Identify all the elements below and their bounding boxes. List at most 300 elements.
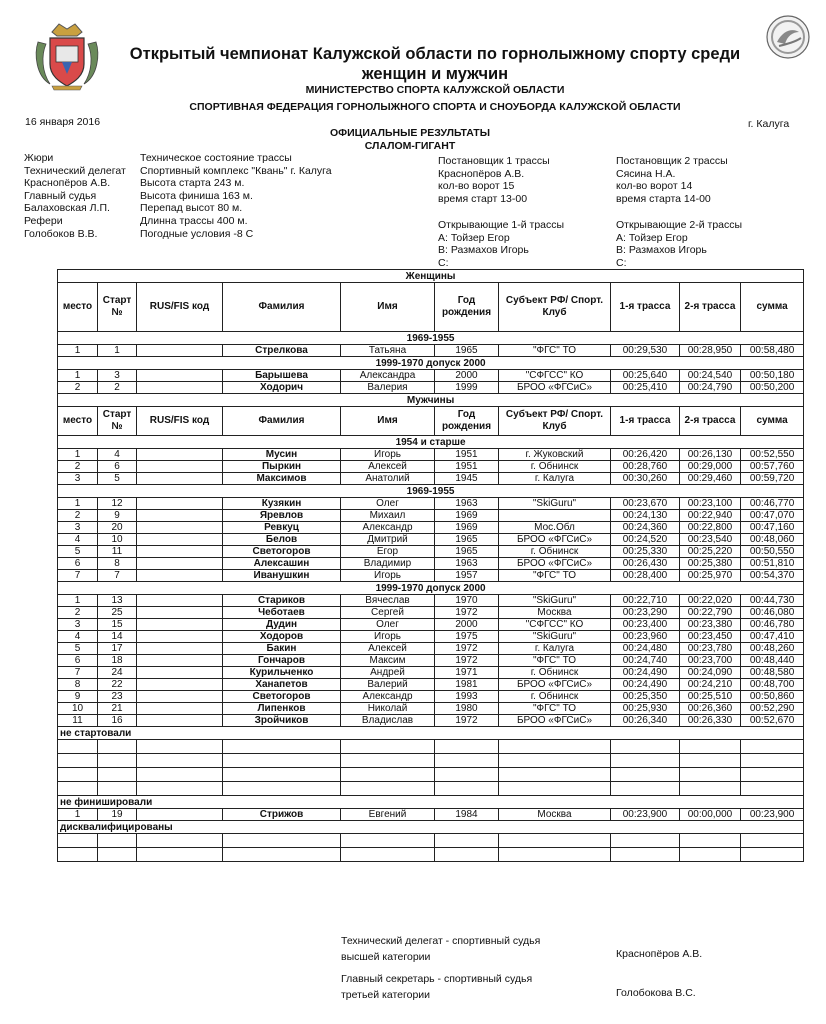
club-cell: г. Обнинск	[499, 461, 611, 473]
club-cell: БРОО «ФГСиС»	[499, 534, 611, 546]
column-header-start-number: Старт №	[98, 283, 137, 332]
birth-year-cell: 1972	[435, 643, 499, 655]
total-cell: 00:57,760	[741, 461, 804, 473]
total-cell: 00:47,070	[741, 510, 804, 522]
forerunner2-line: В: Размахов Игорь	[616, 244, 707, 257]
place-cell: 10	[58, 703, 98, 715]
empty-cell	[499, 848, 611, 862]
surname-cell: Барышева	[223, 370, 341, 382]
forerunners-1-block	[438, 219, 564, 269]
tech-delegate-category: высшей категории	[341, 951, 431, 963]
total-cell: 00:51,810	[741, 558, 804, 570]
run-2-cell: 00:26,360	[680, 703, 741, 715]
age-group-row-label: 1969-1955	[58, 485, 804, 498]
run-1-cell: 00:30,260	[611, 473, 680, 485]
birth-year-cell: 1972	[435, 715, 499, 727]
chief-secretary-title	[341, 971, 532, 1003]
surname-cell: Зройчиков	[223, 715, 341, 727]
empty-cell	[58, 740, 98, 754]
table-row	[58, 607, 804, 619]
column-header-total: сумма	[741, 407, 804, 436]
empty-row	[58, 848, 804, 862]
empty-cell	[341, 834, 435, 848]
run-2-cell: 00:22,940	[680, 510, 741, 522]
setter1-line: время старт 13-00	[438, 192, 528, 205]
page-title: Открытый чемпионат Калужской области по горнолыжному спорту среди женщин и мужчин	[129, 45, 741, 83]
did-not-finish-row-label: не финишировали	[58, 796, 804, 809]
start-number-cell: 19	[98, 809, 137, 821]
track-line: Высота финиша 163 м.	[140, 189, 253, 202]
surname-cell: Максимов	[223, 473, 341, 485]
empty-cell	[741, 768, 804, 782]
first-name-cell: Алексей	[341, 461, 435, 473]
fis-code-cell	[137, 570, 223, 582]
birth-year-cell: 1981	[435, 679, 499, 691]
club-cell: "SkiGuru"	[499, 595, 611, 607]
start-number-cell: 1	[98, 345, 137, 357]
age-group-row-label: 1999-1970 допуск 2000	[58, 357, 804, 370]
empty-cell	[58, 834, 98, 848]
first-name-cell: Олег	[341, 498, 435, 510]
empty-cell	[137, 848, 223, 862]
column-header-first-name: Имя	[341, 407, 435, 436]
track-line: Спортивный комплекс "Квань" г. Калуга	[140, 164, 332, 177]
birth-year-cell: 1965	[435, 345, 499, 357]
surname-cell: Ханапетов	[223, 679, 341, 691]
run-1-cell: 00:23,960	[611, 631, 680, 643]
run-2-cell: 00:23,700	[680, 655, 741, 667]
first-name-cell: Евгений	[341, 809, 435, 821]
first-name-cell: Николай	[341, 703, 435, 715]
first-name-cell: Владислав	[341, 715, 435, 727]
fis-code-cell	[137, 473, 223, 485]
total-cell: 00:48,580	[741, 667, 804, 679]
total-cell: 00:50,200	[741, 382, 804, 394]
run-2-cell: 00:22,020	[680, 595, 741, 607]
empty-cell	[223, 782, 341, 796]
table-row	[58, 715, 804, 727]
column-header-birth-year: Год рождения	[435, 407, 499, 436]
club-cell: "ФГС" ТО	[499, 703, 611, 715]
women-section-row	[58, 270, 804, 283]
forerunner1-line: С:	[438, 256, 449, 269]
club-cell: БРОО «ФГСиС»	[499, 679, 611, 691]
start-number-cell: 24	[98, 667, 137, 679]
fis-code-cell	[137, 461, 223, 473]
club-cell: Мос.Обл	[499, 522, 611, 534]
run-2-cell: 00:28,950	[680, 345, 741, 357]
place-cell: 1	[58, 809, 98, 821]
first-name-cell: Олег	[341, 619, 435, 631]
start-number-cell: 2	[98, 382, 137, 394]
forerunner2-line: А: Тойзер Егор	[616, 231, 688, 244]
total-cell: 00:48,440	[741, 655, 804, 667]
jury-block	[24, 152, 126, 240]
table-row	[58, 449, 804, 461]
fis-code-cell	[137, 703, 223, 715]
event-date: 16 января 2016	[25, 116, 101, 128]
run-1-cell: 00:29,530	[611, 345, 680, 357]
fis-code-cell	[137, 715, 223, 727]
table-row	[58, 522, 804, 534]
run-2-cell: 00:22,800	[680, 522, 741, 534]
place-cell: 4	[58, 631, 98, 643]
start-number-cell: 21	[98, 703, 137, 715]
tech-delegate-label: Технический делегат - спортивный судья	[341, 935, 541, 947]
run-2-cell: 00:24,090	[680, 667, 741, 679]
birth-year-cell: 1963	[435, 498, 499, 510]
jury-line: Краснопёров А.В.	[24, 177, 111, 190]
empty-cell	[611, 740, 680, 754]
club-cell: г. Обнинск	[499, 691, 611, 703]
column-header-club: Субъект РФ/ Спорт. Клуб	[499, 283, 611, 332]
empty-cell	[137, 740, 223, 754]
empty-cell	[499, 740, 611, 754]
club-cell: БРОО «ФГСиС»	[499, 382, 611, 394]
empty-cell	[499, 768, 611, 782]
empty-cell	[137, 754, 223, 768]
place-cell: 1	[58, 370, 98, 382]
run-1-cell: 00:26,420	[611, 449, 680, 461]
club-cell: "ФГС" ТО	[499, 570, 611, 582]
total-cell: 00:46,080	[741, 607, 804, 619]
first-name-cell: Татьяна	[341, 345, 435, 357]
empty-cell	[435, 768, 499, 782]
forerunner1-line: В: Размахов Игорь	[438, 244, 529, 257]
start-number-cell: 13	[98, 595, 137, 607]
run-1-cell: 00:24,490	[611, 667, 680, 679]
age-group-row	[58, 582, 804, 595]
run-2-cell: 00:23,450	[680, 631, 741, 643]
column-header-first-name: Имя	[341, 283, 435, 332]
tech-delegate-title	[341, 933, 540, 965]
run-2-cell: 00:24,210	[680, 679, 741, 691]
first-name-cell: Егор	[341, 546, 435, 558]
total-cell: 00:46,780	[741, 619, 804, 631]
fis-code-cell	[137, 382, 223, 394]
surname-cell: Стрелкова	[223, 345, 341, 357]
empty-cell	[223, 740, 341, 754]
birth-year-cell: 1970	[435, 595, 499, 607]
fis-code-cell	[137, 595, 223, 607]
surname-cell: Гончаров	[223, 655, 341, 667]
run-1-cell: 00:25,350	[611, 691, 680, 703]
run-1-cell: 00:23,900	[611, 809, 680, 821]
column-header-run-1: 1-я трасса	[611, 283, 680, 332]
empty-cell	[680, 768, 741, 782]
table-row	[58, 546, 804, 558]
empty-cell	[58, 754, 98, 768]
run-2-cell: 00:23,780	[680, 643, 741, 655]
empty-cell	[611, 768, 680, 782]
jury-line: Главный судья	[24, 189, 97, 202]
forerunners-2-block	[616, 219, 742, 269]
total-cell: 00:52,670	[741, 715, 804, 727]
jury-line: Балаховская Л.П.	[24, 202, 110, 215]
column-header-row	[58, 407, 804, 436]
club-cell: "СФГСС" КО	[499, 370, 611, 382]
run-2-cell: 00:29,000	[680, 461, 741, 473]
run-2-cell: 00:23,380	[680, 619, 741, 631]
did-not-finish-row	[58, 796, 804, 809]
surname-cell: Яревлов	[223, 510, 341, 522]
men-section-row-label: Мужчины	[58, 394, 804, 407]
run-1-cell: 00:26,430	[611, 558, 680, 570]
first-name-cell: Александр	[341, 522, 435, 534]
first-name-cell: Владимир	[341, 558, 435, 570]
birth-year-cell: 2000	[435, 370, 499, 382]
start-number-cell: 9	[98, 510, 137, 522]
start-number-cell: 3	[98, 370, 137, 382]
empty-cell	[611, 848, 680, 862]
birth-year-cell: 1965	[435, 534, 499, 546]
run-1-cell: 00:25,930	[611, 703, 680, 715]
birth-year-cell: 1993	[435, 691, 499, 703]
birth-year-cell: 1945	[435, 473, 499, 485]
first-name-cell: Игорь	[341, 631, 435, 643]
place-cell: 1	[58, 345, 98, 357]
ministry-heading: МИНИСТЕРСТВО СПОРТА КАЛУЖСКОЙ ОБЛАСТИ	[305, 84, 565, 96]
empty-cell	[137, 768, 223, 782]
table-row	[58, 703, 804, 715]
first-name-cell: Валерия	[341, 382, 435, 394]
place-cell: 1	[58, 498, 98, 510]
event-city: г. Калуга	[748, 118, 790, 130]
empty-cell	[223, 754, 341, 768]
forerunner1-line: А: Тойзер Егор	[438, 231, 510, 244]
fis-code-cell	[137, 449, 223, 461]
start-number-cell: 12	[98, 498, 137, 510]
start-number-cell: 6	[98, 461, 137, 473]
club-cell: Москва	[499, 809, 611, 821]
surname-cell: Иванушкин	[223, 570, 341, 582]
age-group-row-label: 1969-1955	[58, 332, 804, 345]
club-cell: Москва	[499, 607, 611, 619]
club-cell: г. Калуга	[499, 473, 611, 485]
club-cell	[499, 510, 611, 522]
empty-cell	[435, 848, 499, 862]
table-row	[58, 691, 804, 703]
start-number-cell: 16	[98, 715, 137, 727]
total-cell: 00:47,410	[741, 631, 804, 643]
disqualified-row	[58, 821, 804, 834]
run-1-cell: 00:24,520	[611, 534, 680, 546]
run-2-cell: 00:25,380	[680, 558, 741, 570]
empty-cell	[98, 834, 137, 848]
club-cell: "SkiGuru"	[499, 498, 611, 510]
empty-row	[58, 740, 804, 754]
first-name-cell: Александра	[341, 370, 435, 382]
table-row	[58, 382, 804, 394]
birth-year-cell: 1963	[435, 558, 499, 570]
column-header-surname: Фамилия	[223, 407, 341, 436]
first-name-cell: Вячеслав	[341, 595, 435, 607]
run-1-cell: 00:28,400	[611, 570, 680, 582]
run-2-cell: 00:26,130	[680, 449, 741, 461]
empty-cell	[341, 740, 435, 754]
surname-cell: Светогоров	[223, 546, 341, 558]
first-name-cell: Игорь	[341, 570, 435, 582]
run-2-cell: 00:00,000	[680, 809, 741, 821]
total-cell: 00:50,860	[741, 691, 804, 703]
federation-heading: СПОРТИВНАЯ ФЕДЕРАЦИЯ ГОРНОЛЫЖНОГО СПОРТА И СНОУБОРДА КАЛУЖСКОЙ ОБЛАСТИ	[189, 101, 681, 113]
total-cell: 00:44,730	[741, 595, 804, 607]
birth-year-cell: 1965	[435, 546, 499, 558]
column-header-row	[58, 283, 804, 332]
birth-year-cell: 1999	[435, 382, 499, 394]
track-line: Перепад высот 80 м.	[140, 202, 243, 215]
run-2-cell: 00:22,790	[680, 607, 741, 619]
start-number-cell: 25	[98, 607, 137, 619]
place-cell: 2	[58, 382, 98, 394]
empty-cell	[98, 768, 137, 782]
column-header-run-2: 2-я трасса	[680, 283, 741, 332]
run-2-cell: 00:23,100	[680, 498, 741, 510]
place-cell: 3	[58, 473, 98, 485]
empty-cell	[223, 848, 341, 862]
fis-code-cell	[137, 631, 223, 643]
run-1-cell: 00:25,640	[611, 370, 680, 382]
run-2-cell: 00:25,970	[680, 570, 741, 582]
empty-row	[58, 834, 804, 848]
total-cell: 00:48,060	[741, 534, 804, 546]
empty-cell	[741, 782, 804, 796]
federation-logo	[765, 14, 811, 60]
first-name-cell: Александр	[341, 691, 435, 703]
empty-cell	[223, 834, 341, 848]
empty-cell	[611, 782, 680, 796]
birth-year-cell: 1969	[435, 522, 499, 534]
club-cell: г. Обнинск	[499, 667, 611, 679]
club-cell: г. Жуковский	[499, 449, 611, 461]
age-group-row-label: 1999-1970 допуск 2000	[58, 582, 804, 595]
total-cell: 00:52,290	[741, 703, 804, 715]
forerunner2-line: Открывающие 2-й трассы	[616, 219, 743, 231]
place-cell: 3	[58, 619, 98, 631]
table-row	[58, 558, 804, 570]
table-row	[58, 534, 804, 546]
total-cell: 00:59,720	[741, 473, 804, 485]
run-1-cell: 00:25,330	[611, 546, 680, 558]
empty-cell	[499, 782, 611, 796]
surname-cell: Кузякин	[223, 498, 341, 510]
surname-cell: Чеботаев	[223, 607, 341, 619]
course-setter-1-block	[438, 155, 550, 205]
run-2-cell: 00:26,330	[680, 715, 741, 727]
table-row	[58, 595, 804, 607]
empty-cell	[680, 848, 741, 862]
track-line: Высота старта 243 м.	[140, 177, 245, 190]
empty-cell	[435, 740, 499, 754]
club-cell: БРОО «ФГСиС»	[499, 558, 611, 570]
column-header-total: сумма	[741, 283, 804, 332]
empty-cell	[680, 754, 741, 768]
surname-cell: Дудин	[223, 619, 341, 631]
start-number-cell: 22	[98, 679, 137, 691]
empty-cell	[98, 740, 137, 754]
empty-row	[58, 768, 804, 782]
table-row	[58, 510, 804, 522]
start-number-cell: 15	[98, 619, 137, 631]
empty-cell	[223, 768, 341, 782]
surname-cell: Бакин	[223, 643, 341, 655]
surname-cell: Курильченко	[223, 667, 341, 679]
track-line: Погодные условия -8 С	[140, 227, 254, 240]
start-number-cell: 10	[98, 534, 137, 546]
chief-secretary-name: Голобокова В.С.	[616, 987, 696, 999]
first-name-cell: Максим	[341, 655, 435, 667]
place-cell: 6	[58, 655, 98, 667]
empty-cell	[499, 754, 611, 768]
setter1-line: Постановщик 1 трассы	[438, 155, 550, 167]
run-1-cell: 00:24,130	[611, 510, 680, 522]
age-group-row-label: 1954 и старше	[58, 436, 804, 449]
run-1-cell: 00:28,760	[611, 461, 680, 473]
fis-code-cell	[137, 534, 223, 546]
place-cell: 4	[58, 534, 98, 546]
club-cell: г. Калуга	[499, 643, 611, 655]
run-2-cell: 00:25,510	[680, 691, 741, 703]
birth-year-cell: 1972	[435, 655, 499, 667]
surname-cell: Мусин	[223, 449, 341, 461]
place-cell: 9	[58, 691, 98, 703]
disqualified-row-label: дисквалифицированы	[58, 821, 804, 834]
first-name-cell: Валерий	[341, 679, 435, 691]
track-line: Техническое состояние трассы	[140, 152, 292, 164]
fis-code-cell	[137, 643, 223, 655]
start-number-cell: 8	[98, 558, 137, 570]
run-1-cell: 00:23,670	[611, 498, 680, 510]
total-cell: 00:50,550	[741, 546, 804, 558]
start-number-cell: 17	[98, 643, 137, 655]
empty-cell	[341, 782, 435, 796]
fis-code-cell	[137, 498, 223, 510]
column-header-fis-code: RUS/FIS код	[137, 283, 223, 332]
birth-year-cell: 1984	[435, 809, 499, 821]
run-1-cell: 00:24,360	[611, 522, 680, 534]
birth-year-cell: 1972	[435, 607, 499, 619]
table-row	[58, 655, 804, 667]
table-row	[58, 370, 804, 382]
table-row	[58, 643, 804, 655]
total-cell: 00:47,160	[741, 522, 804, 534]
setter1-line: Краснопёров А.В.	[438, 167, 525, 180]
run-2-cell: 00:29,460	[680, 473, 741, 485]
age-group-row	[58, 485, 804, 498]
first-name-cell: Михаил	[341, 510, 435, 522]
start-number-cell: 5	[98, 473, 137, 485]
place-cell: 2	[58, 510, 98, 522]
table-row	[58, 809, 804, 821]
did-not-start-row-label: не стартовали	[58, 727, 804, 740]
track-info-block	[140, 152, 332, 240]
empty-cell	[98, 848, 137, 862]
total-cell: 00:50,180	[741, 370, 804, 382]
surname-cell: Ревкуц	[223, 522, 341, 534]
empty-cell	[58, 782, 98, 796]
column-header-birth-year: Год рождения	[435, 283, 499, 332]
run-2-cell: 00:25,220	[680, 546, 741, 558]
birth-year-cell: 1951	[435, 461, 499, 473]
birth-year-cell: 1969	[435, 510, 499, 522]
fis-code-cell	[137, 679, 223, 691]
club-cell: "ФГС" ТО	[499, 655, 611, 667]
official-results-label: ОФИЦИАЛЬНЫЕ РЕЗУЛЬТАТЫ	[330, 127, 490, 139]
course-setter-2-block	[616, 155, 728, 205]
run-2-cell: 00:24,790	[680, 382, 741, 394]
total-cell: 00:23,900	[741, 809, 804, 821]
empty-cell	[341, 768, 435, 782]
